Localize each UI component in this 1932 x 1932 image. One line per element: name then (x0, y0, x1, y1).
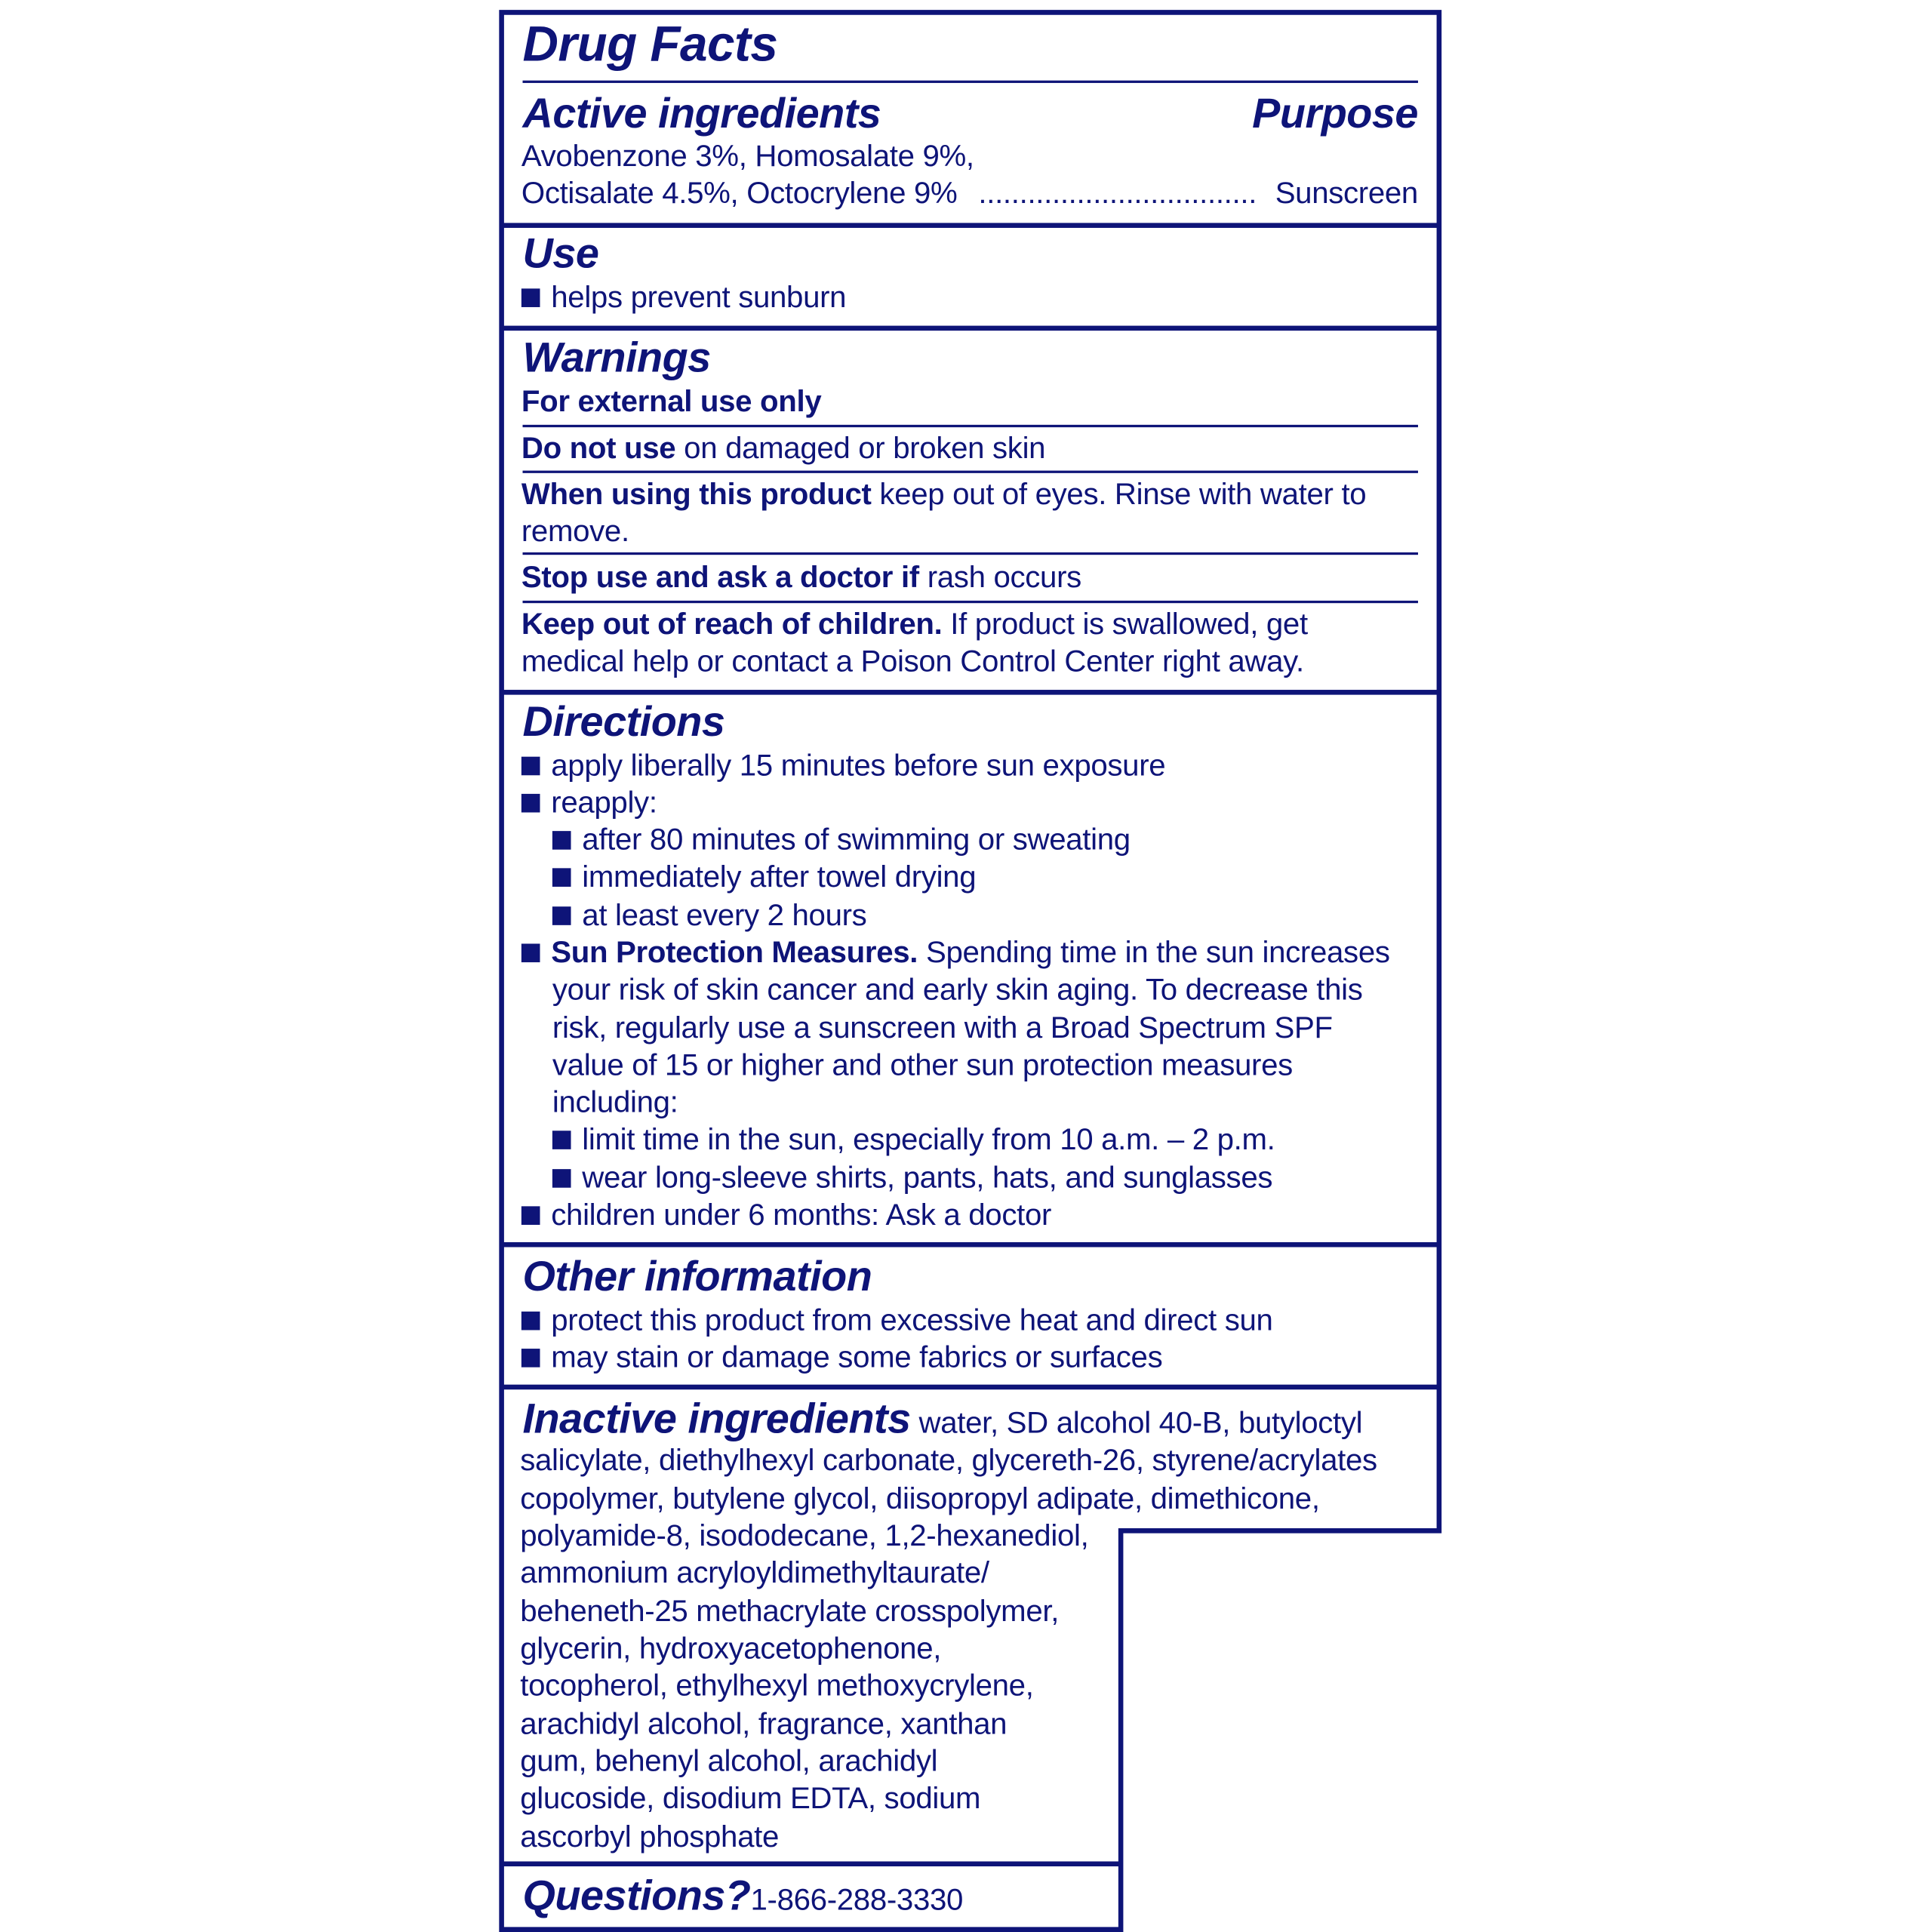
reapply-subitem: at least every 2 hours (552, 898, 867, 935)
inactive-ingredients-line: beheneth-25 methacrylate crosspolymer, (520, 1595, 1060, 1629)
bullet-square-icon (552, 831, 571, 850)
sun-protection-text: including: (552, 1086, 678, 1120)
sun-protection-item: Sun Protection Measures. Spending time in the sun increases (521, 935, 1390, 972)
sun-protection-text: risk, regularly use a sunscreen with a Broad Spectrum SPF (552, 1011, 1333, 1046)
warnings-rule (523, 425, 1418, 427)
reapply-subitem: after 80 minutes of swimming or sweating (552, 823, 1131, 860)
active-ingredients-line-2: Octisalate 4.5%, Octocrylene 9% (521, 177, 958, 211)
bullet-square-icon (521, 1349, 540, 1367)
section-divider (502, 1861, 1121, 1866)
other-information-item: may stain or damage some fabrics or surfaces (521, 1340, 1162, 1377)
warnings-rule (523, 552, 1418, 555)
active-ingredients-line-1: Avobenzone 3%, Homosalate 9%, (521, 140, 974, 174)
sun-protection-text: your risk of skin cancer and early skin aging. To decrease this (552, 973, 1363, 1008)
questions-heading: Questions? (522, 1872, 751, 1920)
bullet-square-icon (552, 906, 571, 925)
warnings-rule (523, 601, 1418, 603)
directions-item: reapply: (521, 785, 657, 822)
drug-facts-title: Drug Facts (522, 17, 778, 72)
use-heading: Use (522, 230, 599, 278)
section-divider (502, 1385, 1439, 1390)
directions-item: children under 6 months: Ask a doctor (521, 1198, 1051, 1235)
inactive-ingredients-line: salicylate, diethylhexyl carbonate, glycereth-26, styrene/acrylates (520, 1444, 1377, 1478)
directions-heading: Directions (522, 698, 725, 746)
leader-dots: .................................. (978, 177, 1257, 211)
questions-phone: 1-866-288-3330 (750, 1884, 964, 1918)
section-divider (502, 326, 1439, 331)
inactive-ingredients-line: ascorbyl phosphate (520, 1820, 780, 1854)
sun-protection-subitem: wear long-sleeve shirts, pants, hats, and sunglasses (552, 1161, 1272, 1198)
purpose-value: Sunscreen (1275, 177, 1418, 211)
inactive-ingredients-line: tocopherol, ethylhexyl methoxycrylene, (520, 1669, 1034, 1703)
bullet-square-icon (521, 794, 540, 813)
inactive-ingredients-line: glucoside, disodium EDTA, sodium (520, 1782, 981, 1816)
stop-use-text: Stop use and ask a doctor if rash occurs (521, 561, 1081, 595)
other-information-item: protect this product from excessive heat and direct sun (521, 1303, 1273, 1340)
other-information-heading: Other information (522, 1253, 872, 1301)
inactive-ingredients-first-line: Inactive ingredients water, SD alcohol 40-B, butyloctyl (522, 1395, 1363, 1443)
external-use-text: For external use only (521, 385, 822, 419)
active-ingredients-heading: Active ingredients (522, 90, 881, 138)
warnings-heading: Warnings (522, 334, 711, 382)
bullet-square-icon (521, 757, 540, 776)
purpose-heading: Purpose (1252, 90, 1418, 138)
inactive-ingredients-line: glycerin, hydroxyacetophenone, (520, 1632, 942, 1666)
section-divider (502, 1242, 1439, 1247)
inactive-ingredients-line: copolymer, butylene glycol, diisopropyl adipate, dimethicone, (520, 1482, 1320, 1516)
bullet-square-icon (521, 1312, 540, 1331)
warnings-rule (523, 471, 1418, 473)
use-item: helps prevent sunburn (521, 280, 846, 317)
keep-out-text: Keep out of reach of children. If product is swallowed, get (521, 608, 1308, 642)
inactive-ingredients-line: ammonium acryloyldimethyltaurate/ (520, 1556, 989, 1591)
sun-protection-text: value of 15 or higher and other sun protection measures (552, 1048, 1293, 1083)
inactive-ingredients-line: gum, behenyl alcohol, arachidyl (520, 1745, 938, 1779)
bullet-square-icon (521, 943, 540, 962)
section-divider (502, 690, 1439, 695)
inactive-ingredients-line: polyamide-8, isododecane, 1,2-hexanediol, (520, 1519, 1089, 1553)
bullet-square-icon (552, 1131, 571, 1149)
bullet-square-icon (552, 868, 571, 887)
when-using-text-cont: remove. (521, 515, 629, 549)
do-not-use-text: Do not use on damaged or broken skin (521, 432, 1046, 466)
bullet-square-icon (521, 1206, 540, 1225)
bullet-square-icon (521, 288, 540, 307)
when-using-text: When using this product keep out of eyes. Rinse with water to (521, 478, 1367, 512)
bullet-square-icon (552, 1169, 571, 1188)
inactive-ingredients-line: arachidyl alcohol, fragrance, xanthan (520, 1707, 1008, 1742)
inactive-ingredients-heading: Inactive ingredients (522, 1395, 911, 1443)
title-rule (523, 81, 1418, 83)
reapply-subitem: immediately after towel drying (552, 860, 976, 897)
sun-protection-subitem: limit time in the sun, especially from 10 a.m. – 2 p.m. (552, 1122, 1275, 1159)
directions-item: apply liberally 15 minutes before sun exposure (521, 748, 1165, 785)
section-divider (502, 223, 1439, 228)
questions-line (523, 1872, 964, 1921)
keep-out-text-cont: medical help or contact a Poison Control Center right away. (521, 645, 1304, 679)
